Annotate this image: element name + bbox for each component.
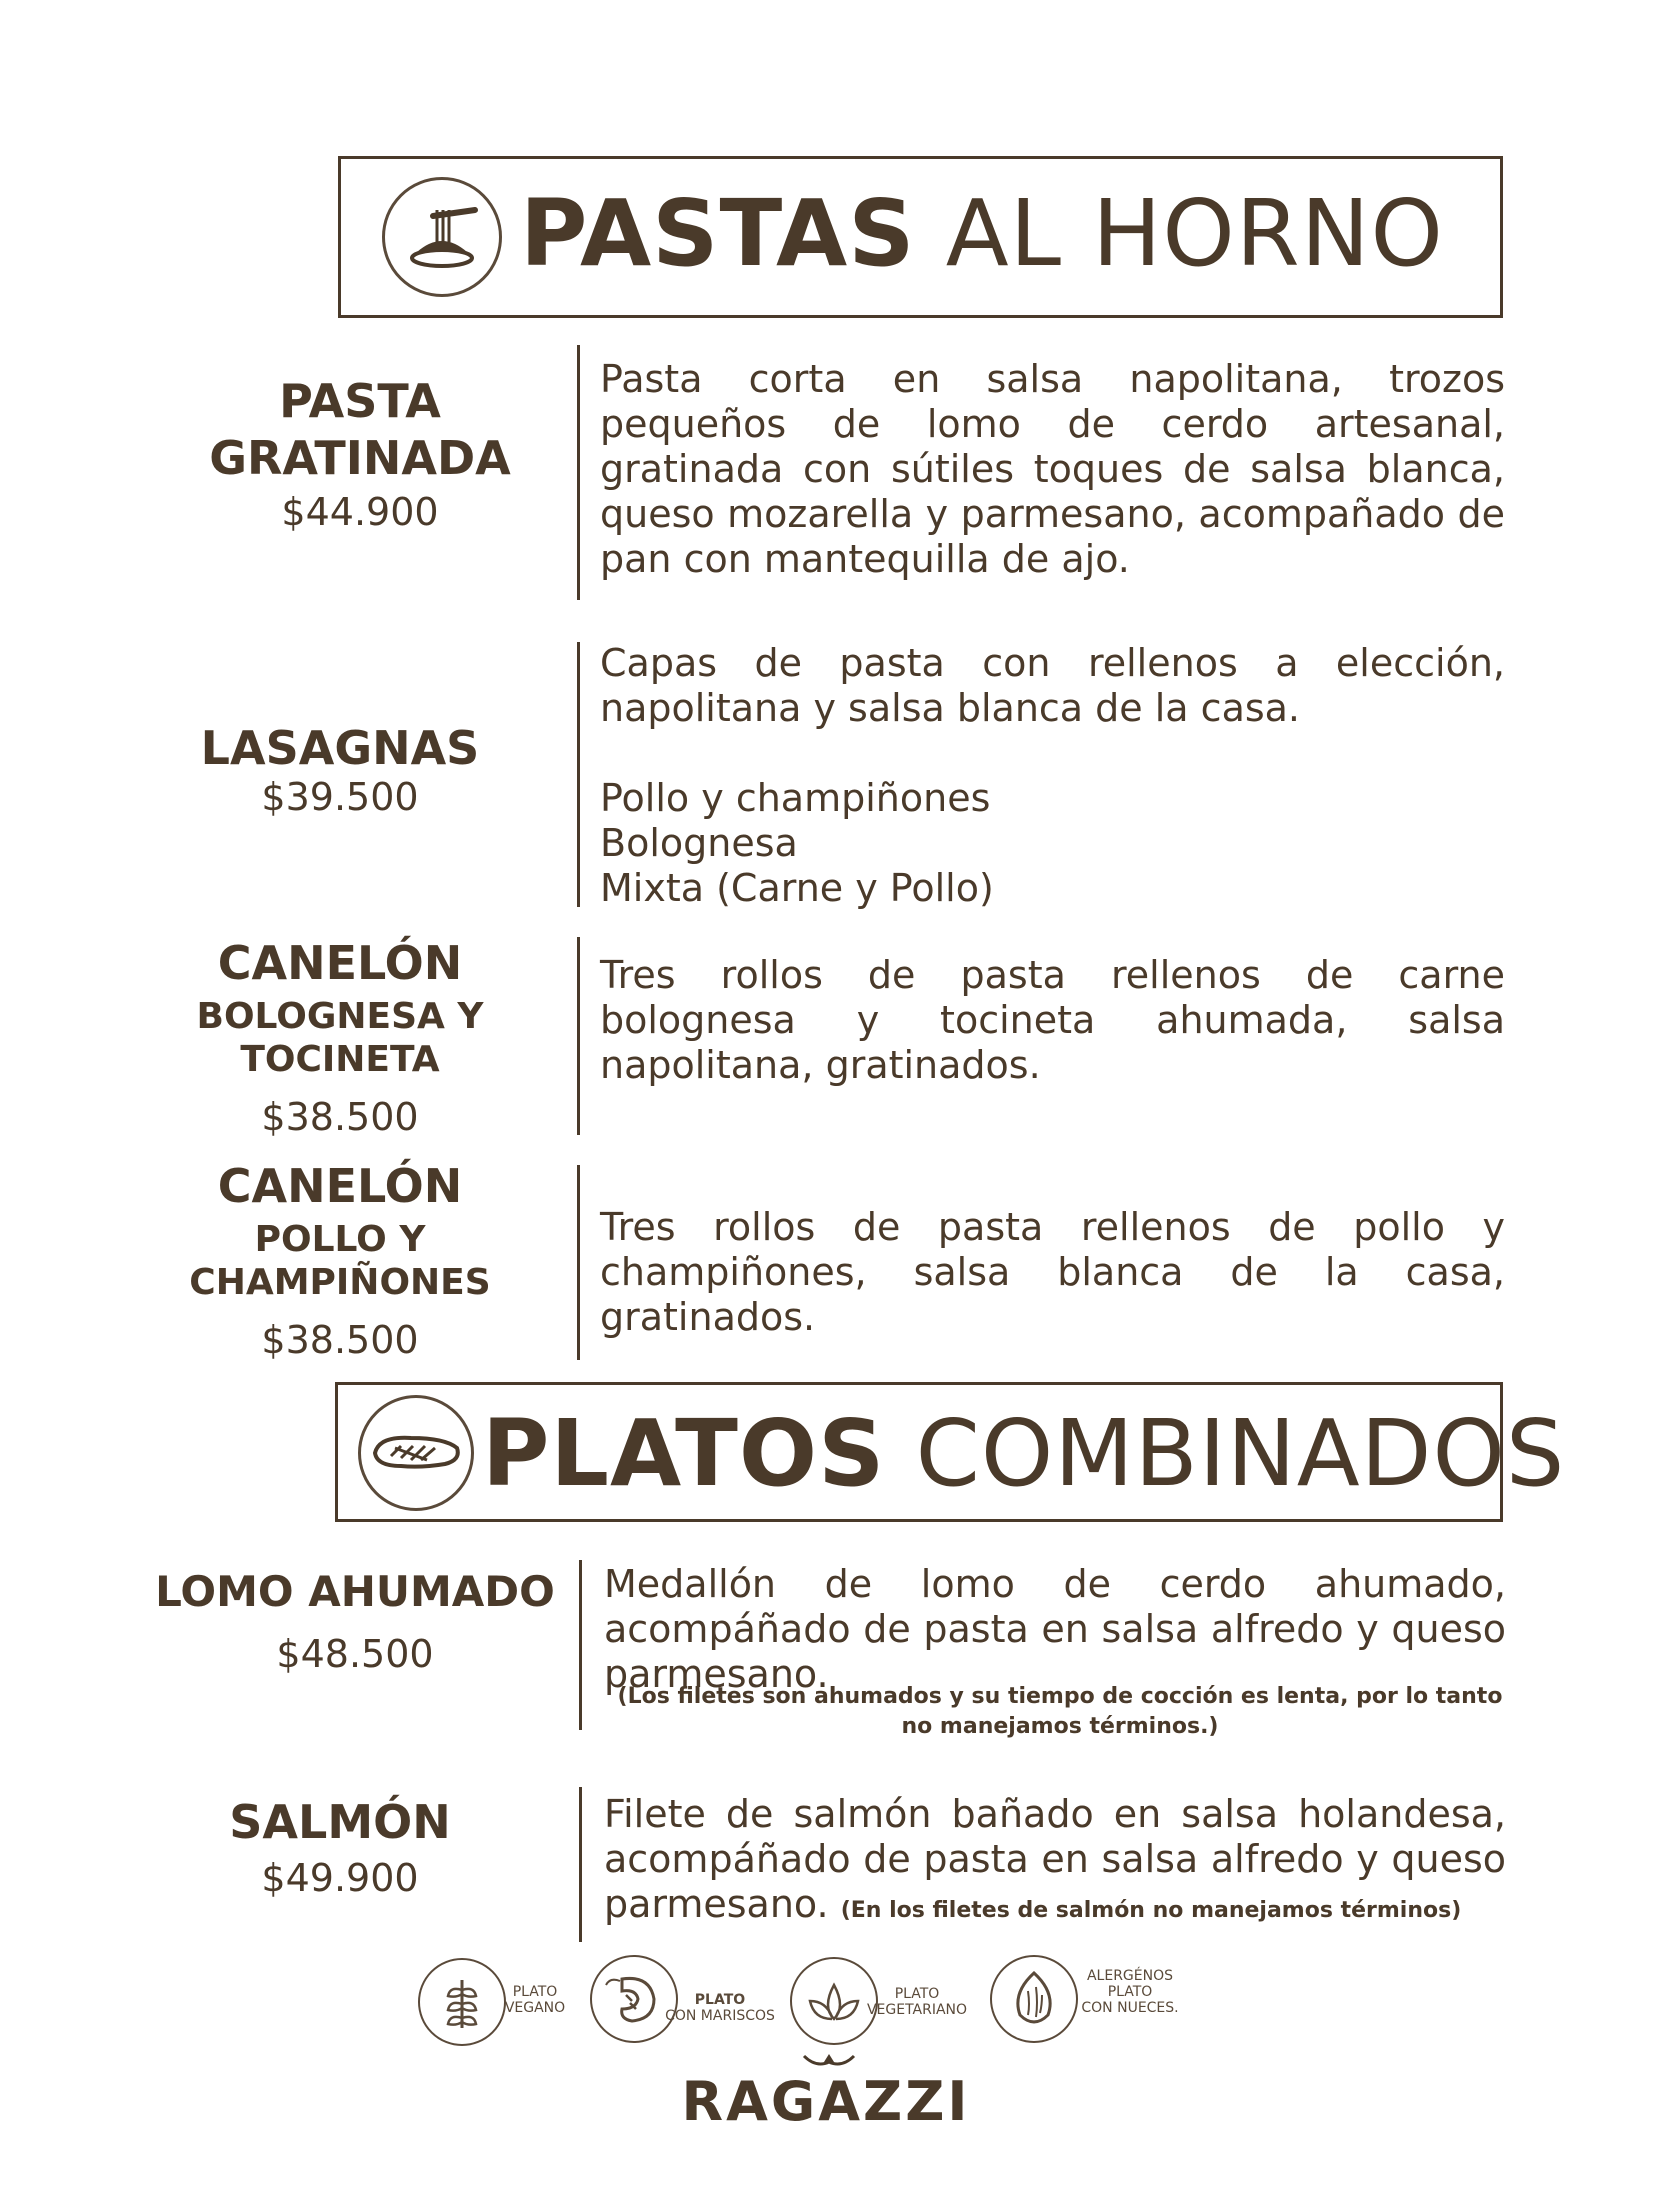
description-text: Pollo y champiñones xyxy=(600,776,991,820)
description-text: Capas de pasta con rellenos a elección, napolitana y salsa blanca de la casa. xyxy=(600,641,1505,730)
legend-label-vegetariano xyxy=(862,1986,972,2018)
section-title-pastas xyxy=(520,180,1444,287)
dish-name-line: POLLO Y xyxy=(254,1218,426,1260)
section-title-light: COMBINADOS xyxy=(915,1400,1566,1507)
dish-name-line: LOMO AHUMADO xyxy=(155,1567,555,1616)
dish-name-line: CHAMPIÑONES xyxy=(189,1262,491,1304)
description-text: Medallón de lomo de cerdo ahumado, acompáñado de pasta en salsa alfredo y queso parmesano. xyxy=(604,1562,1506,1696)
legend-text: VEGETARIANO xyxy=(866,2002,968,2018)
dish-note-lomo-ahumado: (Los filetes son ahumados y su tiempo de cocción es lenta, por lo tanto no manejamos términos.) xyxy=(617,1684,1503,1739)
legend-label-mariscos xyxy=(660,1992,780,2024)
description-text: Tres rollos de pasta rellenos de pollo y champiñones, salsa blanca de la casa, gratinados. xyxy=(600,1205,1505,1339)
dish-description-canelon-pollo xyxy=(600,1205,1505,1340)
legend-text: PLATO xyxy=(1107,1984,1153,2000)
description-text xyxy=(600,731,1505,776)
legend-text: CON MARISCOS xyxy=(665,2008,775,2024)
dish-name-line: CANELÓN xyxy=(217,1159,463,1213)
legend-text: PLATO xyxy=(894,1986,940,2002)
legend-text: ALERGÉNOS xyxy=(1086,1968,1174,1984)
legend-text: PLATO xyxy=(694,1992,746,2008)
divider-line xyxy=(577,642,580,907)
dish-name-salmon xyxy=(160,1796,520,1849)
section-title-platos xyxy=(482,1400,1566,1507)
description-text: Tres rollos de pasta rellenos de carne bolognesa y tocineta ahumada, salsa napolitana, gratinados. xyxy=(600,953,1505,1087)
dish-description-pasta-gratinada xyxy=(600,357,1505,582)
spaghetti-fork-icon xyxy=(382,177,502,297)
dish-name-line: PASTA xyxy=(279,374,441,428)
dish-description-canelon-bolognesa xyxy=(600,953,1505,1088)
dish-name-line: GRATINADA xyxy=(209,430,511,485)
description-text: Bolognesa xyxy=(600,821,798,865)
dish-price-pasta-gratinada: $44.900 xyxy=(281,490,439,534)
description-text: Pasta corta en salsa napolitana, trozos pequeños de lomo de cerdo artesanal, gratinada con sútiles toques de salsa blanca, queso mozarella y parmesano, acompañado de pan con mantequilla de ajo. xyxy=(600,357,1505,581)
divider-line xyxy=(577,937,580,1135)
divider-line xyxy=(579,1560,582,1730)
dish-price-canelon-pollo: $38.500 xyxy=(261,1318,419,1362)
legend-text: PLATO xyxy=(512,1984,558,2000)
brand-logo: RAGAZZI xyxy=(681,2070,971,2133)
almond-icon xyxy=(990,1955,1078,2043)
section-title-bold: PLATOS xyxy=(482,1400,886,1507)
dish-price-lasagnas: $39.500 xyxy=(261,775,419,819)
divider-line xyxy=(577,1165,580,1360)
dish-price-canelon-bolognesa: $38.500 xyxy=(261,1095,419,1139)
dish-name-line: TOCINETA xyxy=(240,1039,440,1081)
legend-text: CON NUECES. xyxy=(1081,2000,1179,2016)
dish-name-pasta-gratinada xyxy=(180,375,540,485)
brand-crown-icon xyxy=(784,2052,874,2072)
dish-name-canelon-bolognesa xyxy=(160,937,520,1081)
legend-label-vegano xyxy=(490,1984,580,2016)
dish-name-lasagnas xyxy=(160,722,520,775)
legend-text: VEGANO xyxy=(504,2000,566,2016)
legend-label-nueces xyxy=(1070,1968,1190,2016)
description-text: Filete de salmón bañado en salsa holandesa, acompáñado de pasta en salsa alfredo y queso parmesano. xyxy=(604,1792,1506,1926)
dish-name-lomo-ahumado xyxy=(140,1568,570,1616)
divider-line xyxy=(579,1787,582,1942)
steak-icon xyxy=(358,1395,474,1511)
dish-name-line: SALMÓN xyxy=(229,1795,451,1849)
section-title-light: AL HORNO xyxy=(945,180,1444,287)
dish-name-canelon-pollo xyxy=(160,1160,520,1304)
dish-price-salmon: $49.900 xyxy=(261,1856,419,1900)
dish-description-lasagnas xyxy=(600,641,1505,911)
section-title-bold: PASTAS xyxy=(520,180,916,287)
dish-name-line: BOLOGNESA Y xyxy=(196,995,484,1037)
dish-name-line: LASAGNAS xyxy=(200,721,480,775)
description-text: Mixta (Carne y Pollo) xyxy=(600,866,994,910)
dish-name-line: CANELÓN xyxy=(217,936,463,990)
dish-description-salmon xyxy=(604,1792,1506,1927)
dish-price-lomo-ahumado: $48.500 xyxy=(276,1632,434,1676)
divider-line xyxy=(577,345,580,600)
dish-description-lomo-ahumado xyxy=(604,1562,1506,1697)
dish-note-salmon: (En los filetes de salmón no manejamos términos) xyxy=(840,1898,1462,1923)
